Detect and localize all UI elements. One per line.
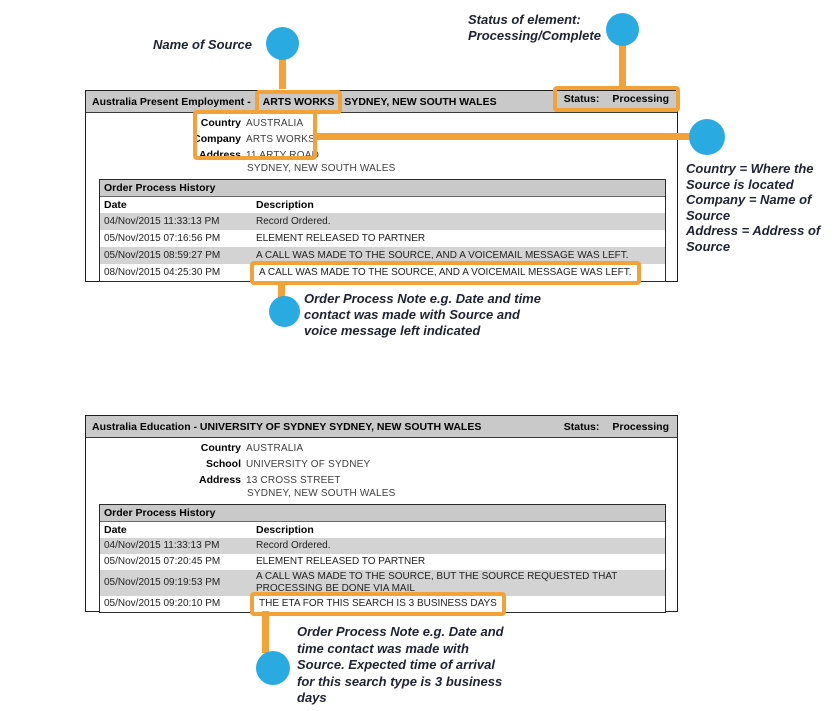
annotation-line: Source [686,238,731,254]
annotation-voicemail-note [304,291,541,339]
annotation-line: Source is located [686,176,794,192]
field-label: Company [193,133,241,145]
panel2-header [86,416,677,438]
cell-date: 04/Nov/2015 11:33:13 PM [104,540,220,551]
panel2-title: Australia Education - UNIVERSITY OF SYDNEY SYDNEY, NEW SOUTH WALES [92,420,482,433]
connector-status [619,44,626,88]
annotation-line: Order Process Note e.g. Date and [297,624,504,639]
connector-source-details [317,133,691,140]
field-label: Address [198,474,241,486]
cell-description: A CALL WAS MADE TO THE SOURCE, AND A VOICEMAIL MESSAGE WAS LEFT. [256,250,629,261]
field-row [86,115,677,131]
table-row [100,554,665,570]
panel1-title-prefix: Australia Present Employment - [92,95,254,108]
cell-date: 05/Nov/2015 09:19:53 PM [104,577,221,588]
callout-dot-voicemail-note [269,296,300,327]
annotation-line: for this search type is 3 business [297,673,503,689]
table-row [100,264,665,281]
annotation-eta-note [297,624,504,707]
cell-description: ELEMENT RELEASED TO PARTNER [256,556,426,567]
field-row [86,472,677,488]
field-label: Country [200,117,241,129]
cell-description [256,264,665,281]
panel1-title-suffix: SYDNEY, NEW SOUTH WALES [341,95,497,108]
panel2-status-badge [564,421,671,433]
history-title: Order Process History [100,180,665,197]
field-row [86,440,677,456]
cell-description: A CALL WAS MADE TO THE SOURCE, BUT THE SOURCE REQUESTED THAT PROCESSING BE DONE VIA MAIL [256,570,618,594]
annotation-line: voice message left indicated [304,323,481,338]
callout-dot-name-of-source [266,27,299,60]
cell-date: 04/Nov/2015 11:33:13 PM [104,216,220,227]
highlight-source-name: ARTS WORKS [255,90,343,114]
highlight-eta-note: THE ETA FOR THIS SEARCH IS 3 BUSINESS DAYS [250,592,506,616]
callout-dot-eta-note [256,651,290,685]
table-row [100,213,665,230]
annotation-line: Company = Name of [686,192,812,207]
column-header-date: Date [104,199,127,211]
annotation-line: days [297,690,327,705]
annotation-line: Processing/Complete [468,27,601,43]
column-header-description: Description [256,524,314,536]
history-column-headers [100,522,665,538]
panel1-title [92,95,497,109]
history-title: Order Process History [100,505,665,522]
annotation-source-fields [686,161,820,254]
panel1-status-badge [553,86,680,112]
panel2-detail-fields [86,440,677,488]
column-header-date: Date [104,524,127,536]
callout-dot-status [606,13,639,46]
annotation-line: contact was made with Source and [304,307,520,322]
highlight-voicemail-note: A CALL WAS MADE TO THE SOURCE, AND A VOICEMAIL MESSAGE WAS LEFT. [250,261,641,285]
annotation-status-of-element [468,12,601,43]
panel-present-employment [85,90,678,282]
cell-date: 05/Nov/2015 07:20:45 PM [104,556,221,567]
panel1-order-process-history [99,179,666,282]
annotation-line: Status of element: [468,12,581,27]
panel1-city-line: SYDNEY, NEW SOUTH WALES [247,163,396,174]
field-label: Address [198,149,241,161]
table-row [100,596,665,612]
status-value: Processing [612,420,669,433]
panel-education [85,415,678,612]
cell-date: 05/Nov/2015 09:20:10 PM [104,598,221,609]
field-value: AUSTRALIA [246,117,304,129]
field-value: AUSTRALIA [246,442,304,454]
field-value: UNIVERSITY OF SYDNEY [246,458,371,470]
cell-date: 05/Nov/2015 07:16:56 PM [104,233,221,244]
column-header-description: Description [256,199,314,211]
panel2-city-line: SYDNEY, NEW SOUTH WALES [247,488,396,499]
connector-eta-note [262,611,269,653]
connector-name-of-source [279,58,286,89]
annotation-line: Source. Expected time of arrival [297,657,495,672]
annotation-line: time contact was made with [297,640,469,656]
highlight-source-details-box [193,110,317,160]
annotation-line: Address = Address of [686,223,821,238]
callout-dot-source-details [689,119,725,155]
field-value: ARTS WORKS [246,133,316,145]
annotation-line: Country = Where the [686,161,814,176]
field-row [86,456,677,472]
annotation-line: Source [686,207,731,223]
status-value: Processing [612,93,669,105]
history-column-headers [100,197,665,213]
field-label: School [205,458,241,470]
table-row [100,538,665,554]
panel1-header [86,91,677,113]
panel2-order-process-history [99,504,666,613]
cell-description: Record Ordered. [256,216,331,227]
cell-description [256,596,665,612]
field-value: 11 ARTY ROAD [246,149,319,161]
cell-description: ELEMENT RELEASED TO PARTNER [256,233,426,244]
status-label: Status: [563,93,600,105]
annotation-name-of-source: Name of Source [153,37,252,52]
cell-date: 05/Nov/2015 08:59:27 PM [104,250,221,261]
field-row [86,147,677,163]
status-label: Status: [563,420,600,433]
annotation-line: Order Process Note e.g. Date and time [304,291,541,306]
field-value: 13 CROSS STREET [246,474,341,486]
cell-date: 08/Nov/2015 04:25:30 PM [104,267,221,278]
field-label: Country [200,442,241,454]
table-row [100,230,665,247]
cell-description: Record Ordered. [256,540,331,551]
